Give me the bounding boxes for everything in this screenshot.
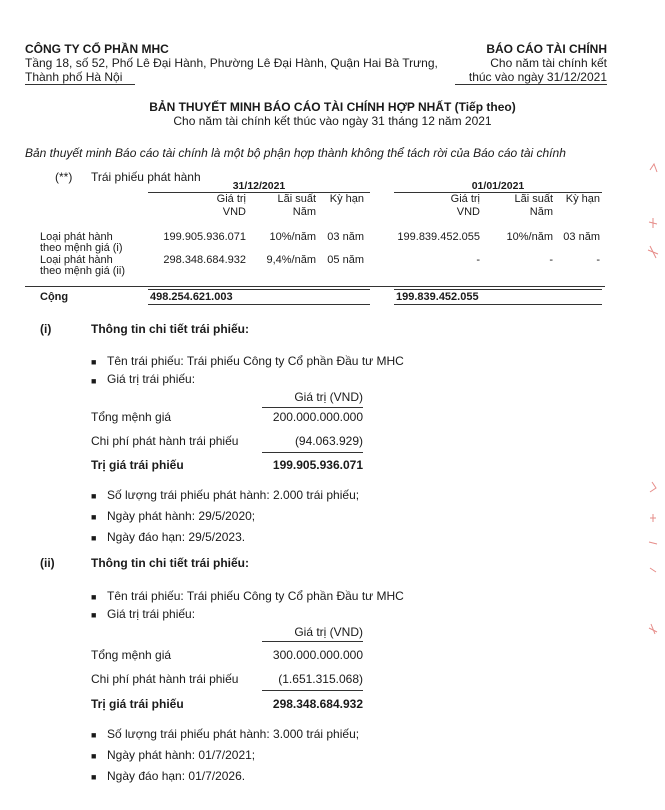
bullet-icon: ■ <box>91 512 97 522</box>
table-row-label: Loại phát hành <box>40 231 113 243</box>
section-ii-bond-name: Tên trái phiếu: Trái phiếu Công ty Cổ phần Đầu tư MHC <box>107 589 404 603</box>
total-top-rule <box>25 286 605 287</box>
col-rate-header-2: Lãi suất <box>514 193 553 205</box>
section-i-row-value: 200.000.000.000 <box>272 410 363 424</box>
col-value-unit: VND <box>222 206 246 218</box>
col-rate-header: Lãi suất <box>277 193 316 205</box>
section-ii-row-value: (1.651.315.068) <box>278 672 363 686</box>
header-underline-right <box>455 84 607 85</box>
section-ii-value-label: Giá trị trái phiếu: <box>107 607 196 621</box>
section-i-fact: Số lượng trái phiếu phát hành: 2.000 trái phiếu; <box>107 488 360 502</box>
period-header-2: 01/01/2021 <box>471 180 525 192</box>
section-i-number: (i) <box>40 322 52 336</box>
margin-stamp-marks-bottom <box>644 470 662 680</box>
section-i-row-label: Chi phí phát hành trái phiếu <box>91 434 239 448</box>
table-cell: 199.905.936.071 <box>163 231 246 243</box>
report-title: BÁO CÁO TÀI CHÍNH <box>486 42 607 56</box>
company-name: CÔNG TY CỔ PHẦN MHC <box>25 42 169 56</box>
col-term-header: Kỳ hạn <box>329 193 364 205</box>
col-term-header-2: Kỳ hạn <box>565 193 600 205</box>
section-i-value-label: Giá trị trái phiếu: <box>107 372 196 386</box>
bullet-icon: ■ <box>91 376 97 386</box>
bullet-icon: ■ <box>91 610 97 620</box>
total-value-1: 498.254.621.003 <box>150 291 233 303</box>
table-cell: 199.839.452.055 <box>397 231 480 243</box>
table-cell: - <box>476 254 480 266</box>
total-line-1 <box>148 289 370 290</box>
report-period-line1: Cho năm tài chính kết <box>490 56 607 70</box>
company-address-city: Thành phố Hà Nội <box>25 70 123 84</box>
bullet-icon: ■ <box>91 533 97 543</box>
section-i-row-label: Tổng mệnh giá <box>91 410 172 424</box>
total-bottom-line-2 <box>394 304 602 305</box>
table-cell: 03 năm <box>327 231 364 243</box>
page-title: BẢN THUYẾT MINH BÁO CÁO TÀI CHÍNH HỢP NHẤT (Tiếp theo) <box>149 100 516 114</box>
bullet-icon: ■ <box>91 491 97 501</box>
bullet-icon: ■ <box>91 730 97 740</box>
section-i-fact: Ngày đáo hạn: 29/5/2023. <box>107 530 246 544</box>
bullet-icon: ■ <box>91 772 97 782</box>
intro-note: Bản thuyết minh Báo cáo tài chính là một bộ phận hợp thành không thể tách rời của Báo cáo tài chính <box>25 146 566 160</box>
header-underline-left <box>25 84 135 85</box>
section-i-fact: Ngày phát hành: 29/5/2020; <box>107 509 256 523</box>
section-i-row-value: (94.063.929) <box>294 434 363 448</box>
total-label: Cộng <box>40 291 69 303</box>
table-cell: - <box>549 254 553 266</box>
table-cell: - <box>596 254 600 266</box>
section-ii-row-label: Tổng mệnh giá <box>91 648 172 662</box>
margin-stamp-marks-top <box>644 150 662 360</box>
section-ii-fact: Ngày phát hành: 01/7/2021; <box>107 748 256 762</box>
section-i-unit-header: Giá trị (VND) <box>294 390 363 404</box>
bullet-icon: ■ <box>91 357 97 367</box>
total-bottom-line-1 <box>148 304 370 305</box>
section-ii-total-label: Trị giá trái phiếu <box>91 697 184 711</box>
bond-table-heading: Trái phiếu phát hành <box>91 170 201 184</box>
section-ii-number: (ii) <box>40 556 55 570</box>
section-ii-row-label: Chi phí phát hành trái phiếu <box>91 672 239 686</box>
period-header-1: 31/12/2021 <box>232 180 286 192</box>
section-ii-fact: Số lượng trái phiếu phát hành: 3.000 trái phiếu; <box>107 727 360 741</box>
table-cell: 298.348.684.932 <box>163 254 246 266</box>
section-ii-total-value: 298.348.684.932 <box>272 697 363 711</box>
report-period-line2: thúc vào ngày 31/12/2021 <box>468 70 607 84</box>
table-row-label: theo mệnh giá (i) <box>40 242 123 254</box>
col-value-unit-2: VND <box>456 206 480 218</box>
col-rate-unit: Năm <box>292 206 316 218</box>
section-ii-row-value: 300.000.000.000 <box>272 648 363 662</box>
section-i-header-rule <box>262 407 363 408</box>
total-line-2 <box>394 289 602 290</box>
section-ii-title: Thông tin chi tiết trái phiếu: <box>91 556 249 570</box>
section-ii-total-rule <box>262 690 363 691</box>
bullet-icon: ■ <box>91 592 97 602</box>
section-i-total-value: 199.905.936.071 <box>272 458 363 472</box>
section-ii-unit-header: Giá trị (VND) <box>294 625 363 639</box>
total-value-2: 199.839.452.055 <box>396 291 479 303</box>
col-rate-unit-2: Năm <box>529 206 553 218</box>
section-ii-header-rule <box>262 641 363 642</box>
table-cell: 03 năm <box>563 231 600 243</box>
page-subtitle: Cho năm tài chính kết thúc vào ngày 31 tháng 12 năm 2021 <box>173 114 492 128</box>
table-cell: 9,4%/năm <box>266 254 316 266</box>
company-address: Tầng 18, số 52, Phố Lê Đại Hành, Phường Lê Đại Hành, Quận Hai Bà Trưng, <box>25 56 438 70</box>
table-cell: 10%/năm <box>269 231 316 243</box>
bullet-icon: ■ <box>91 751 97 761</box>
note-marker: (**) <box>55 170 73 184</box>
table-row-label: theo mệnh giá (ii) <box>40 265 125 277</box>
table-row-label: Loại phát hành <box>40 254 113 266</box>
table-cell: 05 năm <box>327 254 364 266</box>
section-ii-fact: Ngày đáo hạn: 01/7/2026. <box>107 769 246 783</box>
section-i-total-rule <box>262 452 363 453</box>
section-i-title: Thông tin chi tiết trái phiếu: <box>91 322 249 336</box>
section-i-bond-name: Tên trái phiếu: Trái phiếu Công ty Cổ phần Đầu tư MHC <box>107 354 404 368</box>
col-value-header-2: Giá trị <box>450 193 480 205</box>
table-cell: 10%/năm <box>506 231 553 243</box>
section-i-total-label: Trị giá trái phiếu <box>91 458 184 472</box>
col-value-header: Giá trị <box>216 193 246 205</box>
